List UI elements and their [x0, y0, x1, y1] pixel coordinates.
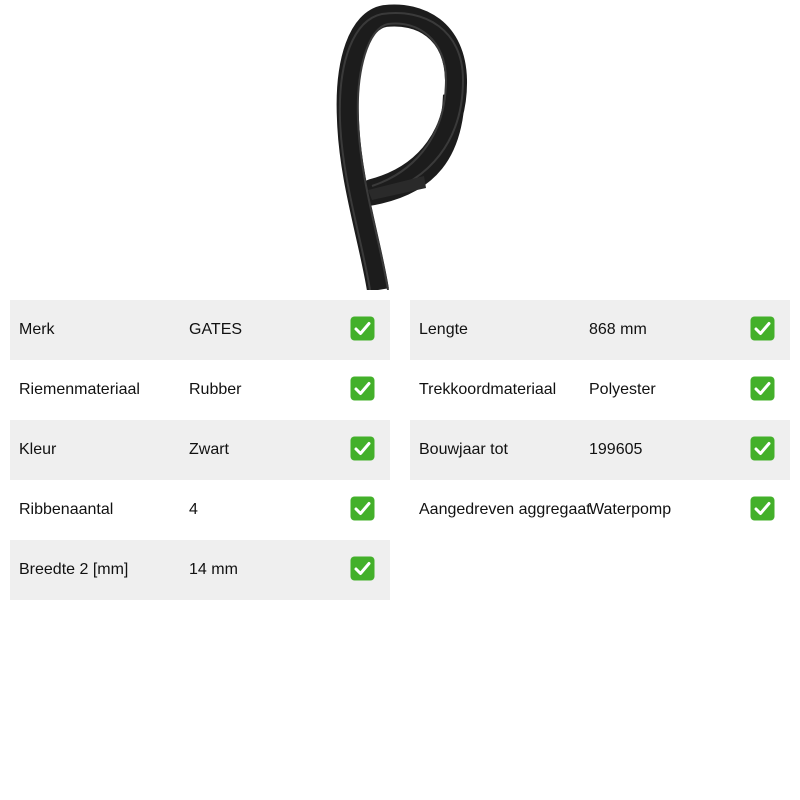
spec-label: Trekkoordmateriaal	[419, 381, 557, 398]
check-box-icon	[350, 376, 375, 401]
spec-label: Breedte 2 [mm]	[19, 561, 129, 578]
check-box-icon	[350, 556, 375, 581]
spec-row-breedte	[10, 540, 390, 600]
spec-value: 4	[189, 501, 198, 518]
spec-row-kleur	[10, 420, 390, 480]
check-box-icon	[350, 316, 375, 341]
spec-row-trekkoordmateriaal	[410, 360, 790, 420]
spec-value: 199605	[589, 441, 643, 458]
spec-value: 868 mm	[589, 321, 647, 338]
spec-value: Zwart	[189, 441, 229, 458]
spec-row-lengte	[410, 300, 790, 360]
spec-row-riemenmateriaal	[10, 360, 390, 420]
spec-row-aangedreven-aggregaat	[410, 480, 790, 540]
spec-label: Ribbenaantal	[19, 501, 114, 518]
spec-row-merk	[10, 300, 390, 360]
check-box-icon	[350, 496, 375, 521]
spec-label: Aangedreven aggregaat	[419, 501, 591, 518]
spec-label: Riemenmateriaal	[19, 381, 140, 398]
spec-label: Kleur	[19, 441, 57, 458]
spec-label: Bouwjaar tot	[419, 441, 508, 458]
spec-label: Lengte	[419, 321, 468, 338]
belt-product-image	[330, 0, 470, 290]
check-box-icon	[750, 496, 775, 521]
spec-table-right	[410, 300, 790, 540]
check-box-icon	[350, 436, 375, 461]
spec-label: Merk	[19, 321, 55, 338]
check-box-icon	[750, 376, 775, 401]
spec-row-bouwjaar-tot	[410, 420, 790, 480]
spec-table-left	[10, 300, 390, 600]
spec-value: 14 mm	[189, 561, 238, 578]
check-box-icon	[750, 316, 775, 341]
spec-row-ribbenaantal	[10, 480, 390, 540]
spec-value: Waterpomp	[589, 501, 672, 518]
spec-value: Polyester	[589, 381, 656, 398]
spec-value: Rubber	[189, 381, 242, 398]
spec-value: GATES	[189, 321, 243, 338]
check-box-icon	[750, 436, 775, 461]
